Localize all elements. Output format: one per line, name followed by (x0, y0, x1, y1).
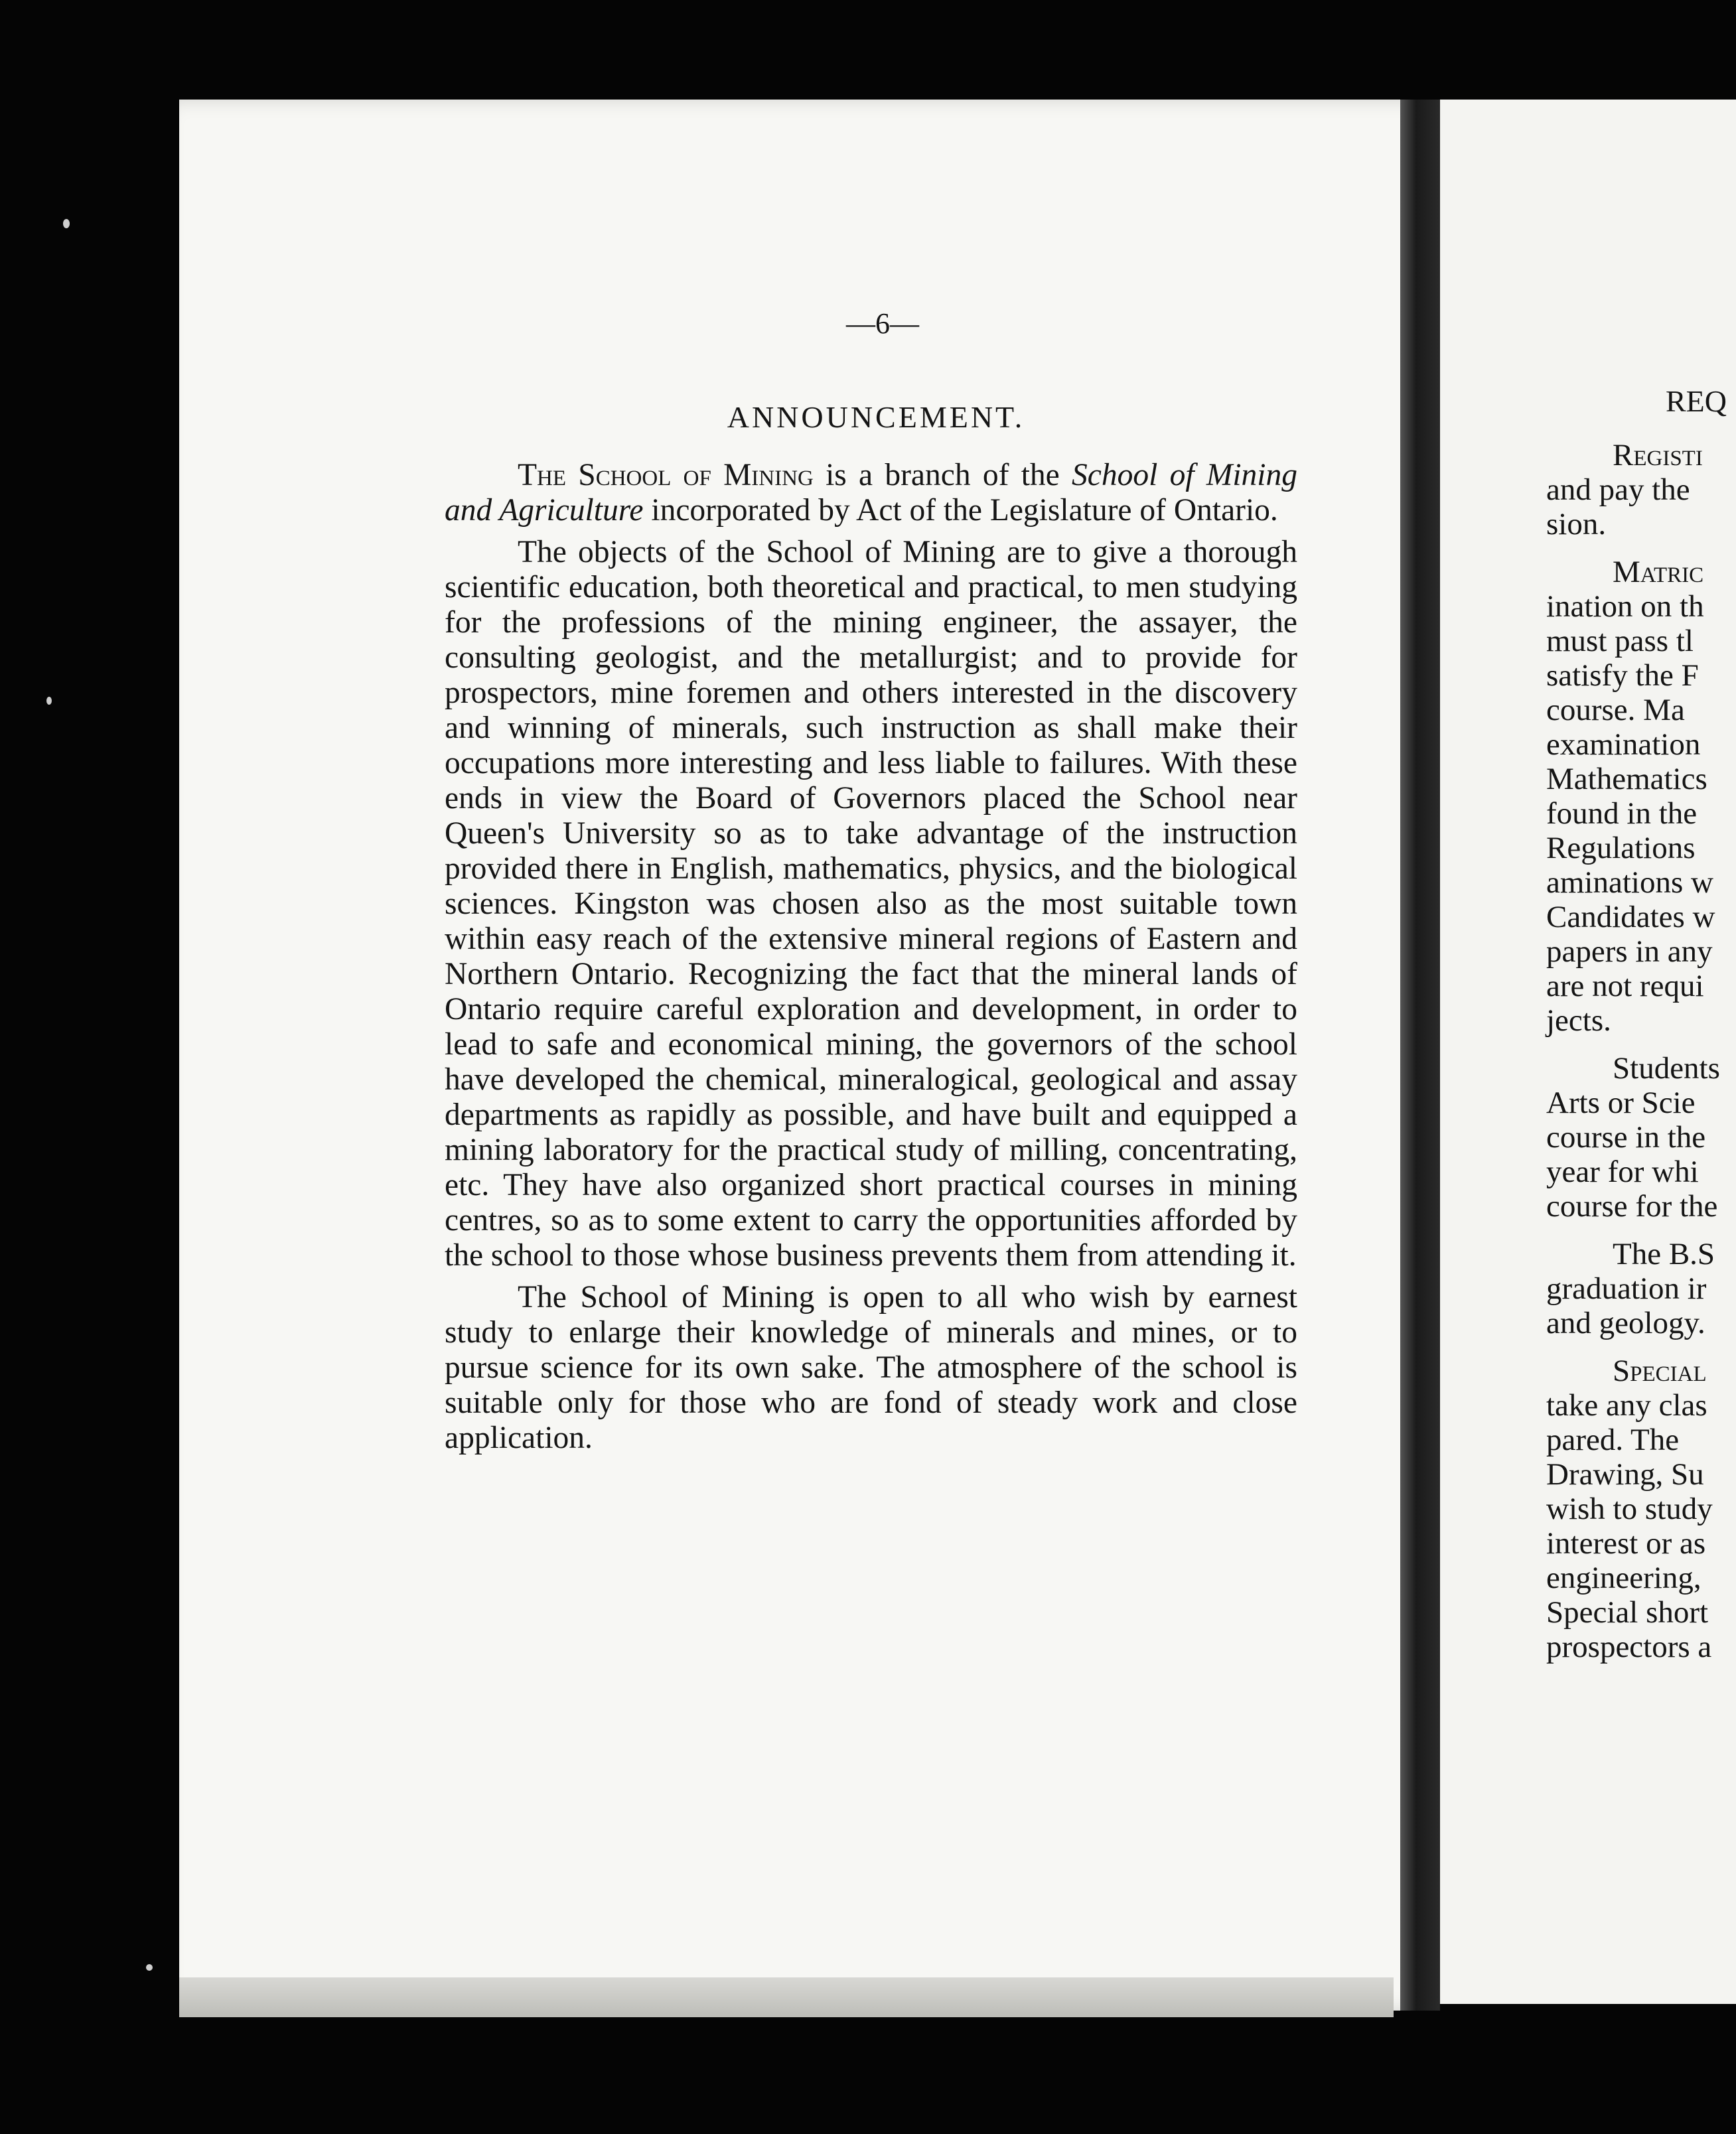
right-text-line: papers in any (1546, 934, 1713, 969)
page-edge-shadow (179, 1977, 1394, 2017)
right-text-line: and geology. (1546, 1306, 1705, 1340)
right-text-line: sion. (1546, 507, 1607, 541)
right-text-line: and pay the (1546, 472, 1690, 507)
book-gutter (1400, 100, 1440, 2011)
announcement-body (445, 458, 1297, 1462)
right-text-line: jects. (1546, 1003, 1611, 1038)
right-text-line: Drawing, Su (1546, 1457, 1704, 1492)
right-text-line: pared. The (1546, 1423, 1680, 1457)
paragraph-1-text-a: is a branch of the (813, 458, 1072, 492)
right-text-line: Arts or Scie (1546, 1086, 1696, 1120)
paragraph-1 (445, 458, 1297, 528)
right-paragraph (1546, 1354, 1736, 1664)
right-text-line: interest or as (1546, 1526, 1706, 1561)
right-text-line: found in the (1546, 796, 1698, 831)
right-text-line: engineering, (1546, 1561, 1701, 1595)
film-speck (46, 697, 52, 705)
right-text-line: ination on th (1546, 589, 1704, 624)
right-text-line: year for whi (1546, 1155, 1699, 1189)
right-text-line: Mathematics (1546, 762, 1707, 796)
school-name-smallcaps: The School of Mining (518, 458, 814, 492)
right-text-line: Students (1613, 1051, 1720, 1086)
right-text-line: aminations w (1546, 865, 1713, 900)
right-page-body (1546, 438, 1736, 1677)
right-text-line: Matric (1613, 555, 1704, 589)
right-page-heading: REQ (1666, 384, 1727, 418)
right-text-line: Candidates w (1546, 900, 1715, 934)
right-text-line: Special short (1546, 1595, 1709, 1630)
right-text-line: course for the (1546, 1189, 1718, 1224)
page-number: —6— (846, 307, 919, 340)
paragraph-2: The objects of the School of Mining are to give a thorough scientific education, both theoretical and practical, to men studying for the professions of the mining engineer, the assayer, the consulting geologist, and the metallurgist; and to provide for prospectors, mine foremen and others interested in the discovery and winning of minerals, such instruction as shall make their occupations more interesting and less liable to failures. With these ends in view the Board of Governors placed the School near Queen's University so as to take advantage of the instruction provided there in English, mathematics, physics, and the biological sciences. Kingston was chosen also as the most suitable town within easy reach of the extensive mineral regions of Eastern and Northern Ontario. Recognizing the fact that the mineral lands of Ontario require careful exploration and development, in order to lead to safe and economical mining, the governors of the school have developed the chemical, mineralogical, geological and assay departments as rapidly as possible, and have built and equipped a mining laboratory for the practical study of milling, concentrating, etc. They have also organized short practical courses in mining centres, so as to some extent to carry the opportunities afforded by the school to those whose business prevents them from attending it. (445, 535, 1297, 1273)
film-speck (63, 219, 70, 228)
right-text-line: graduation ir (1546, 1271, 1707, 1306)
page-heading: ANNOUNCEMENT. (727, 400, 1025, 434)
right-text-line: take any clas (1546, 1388, 1707, 1423)
right-text-line: satisfy the F (1546, 658, 1699, 693)
right-text-line: prospectors a (1546, 1630, 1712, 1664)
film-speck (146, 1964, 153, 1971)
right-text-line: Regulations (1546, 831, 1696, 865)
right-text-line: wish to study (1546, 1492, 1713, 1526)
right-text-line: examination (1546, 727, 1701, 762)
paragraph-3: The School of Mining is open to all who wish by earnest study to enlarge their knowledge of minerals and mines, or to pursue science for its own sake. The atmosphere of the school is suitable only for those who are fond of steady work and close application. (445, 1280, 1297, 1455)
right-text-line: course in the (1546, 1120, 1706, 1155)
right-paragraph (1546, 1237, 1736, 1340)
right-text-line: Special (1613, 1354, 1707, 1388)
right-paragraph (1546, 438, 1736, 541)
right-paragraph (1546, 1051, 1736, 1224)
paragraph-1-text-b: incorporated by Act of the Legislature of Ontario. (643, 493, 1278, 528)
right-text-line: are not requi (1546, 969, 1704, 1003)
right-text-line: must pass tl (1546, 624, 1694, 658)
right-text-line: The B.S (1613, 1237, 1715, 1271)
school-full-name-italic: School of Mining and Agriculture (445, 458, 1297, 528)
right-text-line: course. Ma (1546, 693, 1685, 727)
right-text-line: Registi (1613, 438, 1703, 472)
right-paragraph (1546, 555, 1736, 1038)
